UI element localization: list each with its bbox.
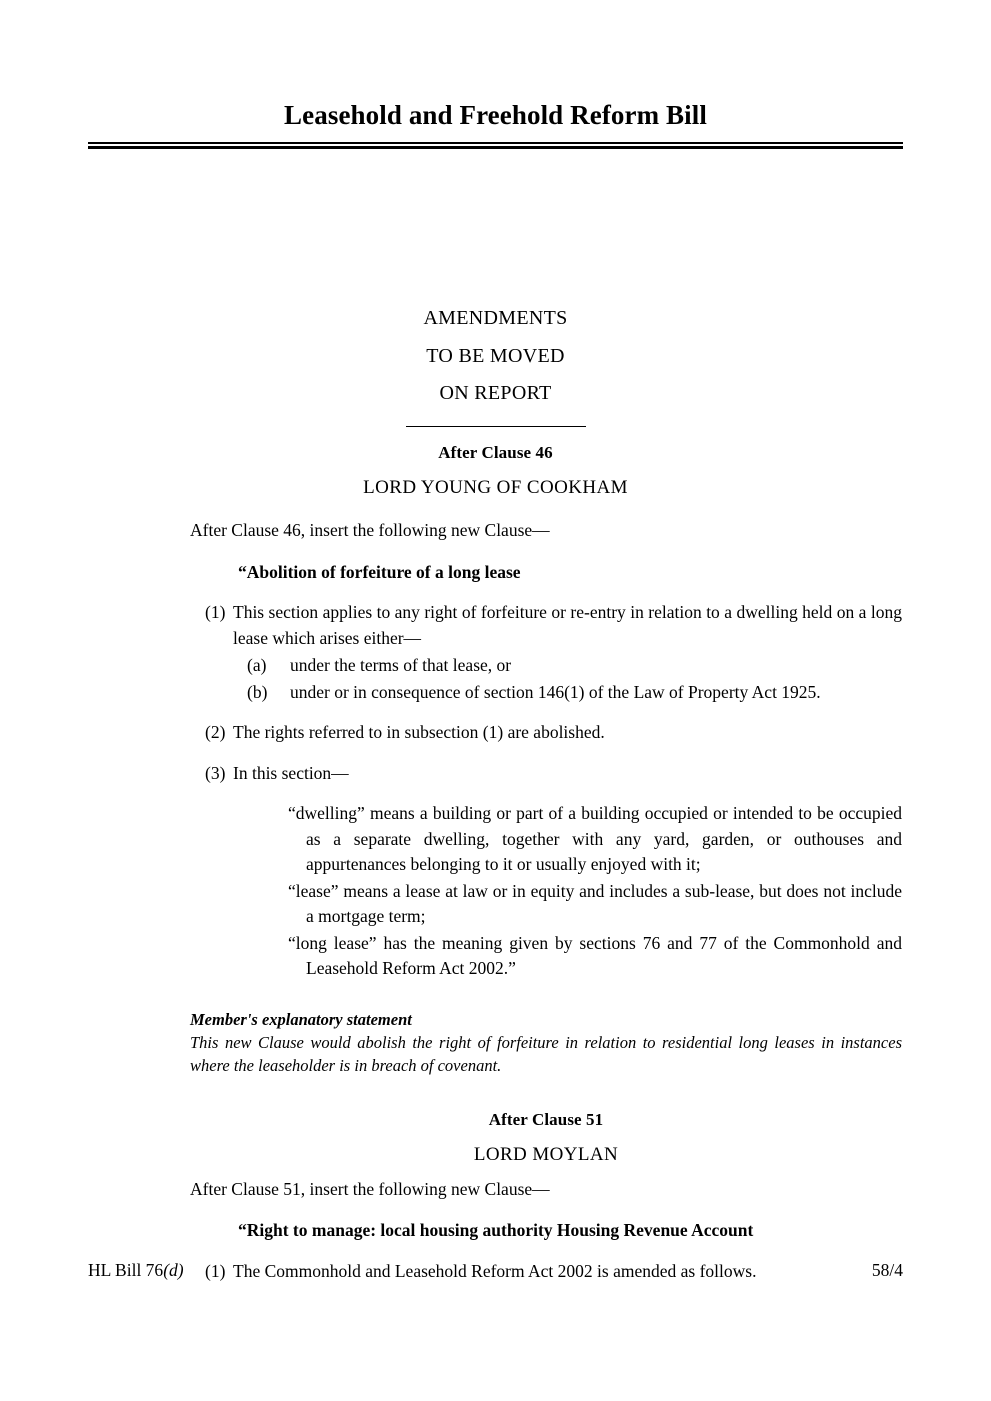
member-name-2: LORD MOYLAN: [473, 1143, 619, 1165]
item-text: under the terms of that lease, or: [290, 655, 512, 675]
lead-in-1: After Clause 46, insert the following new Clause—: [190, 520, 550, 540]
subsection-text: The rights referred to in subsection (1) are abolished.: [233, 722, 605, 742]
item-label: (b): [247, 681, 268, 702]
definitions-list: [288, 801, 902, 982]
definition-dwelling: “dwelling” means a building or part of a building occupied or intended to be occupied as a separate dwelling, together with any yard, garden, or outhouses and appurtenances belonging to it or usually enjoyed with it;: [288, 803, 902, 874]
clause-title-1: “Abolition of forfeiture of a long lease: [238, 561, 521, 582]
subsection-text: [233, 600, 902, 705]
subsection-number: (2): [205, 722, 226, 742]
subsection-1-2: [190, 720, 902, 746]
lettered-items: [233, 653, 902, 705]
clause-marker-1: After Clause 46: [438, 443, 553, 463]
bill-number: HL Bill 76: [88, 1260, 164, 1280]
title-double-rule: [88, 142, 903, 148]
item-label: (a): [247, 655, 267, 675]
heading-on-report: ON REPORT: [439, 382, 552, 404]
page-title: Leasehold and Freehold Reform Bill: [284, 100, 707, 130]
subsection-number: (1): [205, 602, 226, 622]
heading-separator: [88, 426, 903, 428]
subsection-1-1: [190, 600, 902, 705]
subsection-paragraph: This section applies to any right of forfeiture or re-entry in relation to a dwelling held on a long lease which arises either—: [233, 602, 902, 648]
subsection-number: (3): [205, 762, 226, 783]
explanatory-statement-1: [190, 1008, 902, 1077]
rule-thin: [88, 142, 903, 144]
list-item: [233, 653, 902, 679]
amendment-2-heading-block: [190, 1107, 902, 1177]
subsection-text: The Commonhold and Leasehold Reform Act 2002 is amended as follows.: [233, 1260, 757, 1281]
explanatory-heading: Member's explanatory statement: [190, 1009, 412, 1029]
item-text: under or in consequence of section 146(1) of the Law of Property Act 1925.: [290, 681, 821, 702]
subsection-text: [233, 761, 902, 787]
page-footer: [88, 1258, 903, 1282]
clause-title-2: “Right to manage: local housing authority Housing Revenue Account: [238, 1220, 754, 1240]
heading-to-be-moved: TO BE MOVED: [426, 344, 565, 367]
subsection-paragraph: In this section—: [233, 762, 349, 783]
amendments-heading-block: [88, 300, 903, 510]
page-number: 58/4: [871, 1260, 903, 1280]
body-column: [190, 518, 902, 1299]
subsection-number: (1): [205, 1260, 226, 1281]
subsection-1-3: [190, 761, 902, 787]
title-block: [88, 100, 903, 148]
definition-long-lease: “long lease” has the meaning given by sections 76 and 77 of the Commonhold and Leasehold Reform Act 2002.”: [288, 932, 902, 978]
rule-thick: [88, 146, 903, 149]
bill-suffix: (d): [163, 1260, 184, 1280]
clause-marker-2: After Clause 51: [488, 1109, 604, 1129]
bill-reference: [88, 1258, 184, 1282]
short-rule: [406, 426, 586, 428]
heading-amendments: AMENDMENTS: [423, 307, 568, 329]
definition-lease: “lease” means a lease at law or in equity and includes a sub-lease, but does not include a mortgage term;: [288, 880, 902, 926]
list-item: [233, 680, 902, 706]
explanatory-body: This new Clause would abolish the right of forfeiture in relation to residential long leases in instances where the leaseholder is in breach of covenant.: [190, 1032, 902, 1075]
member-name-1: LORD YOUNG OF COOKHAM: [363, 477, 628, 499]
lead-in-2: After Clause 51, insert the following new Clause—: [190, 1178, 550, 1199]
